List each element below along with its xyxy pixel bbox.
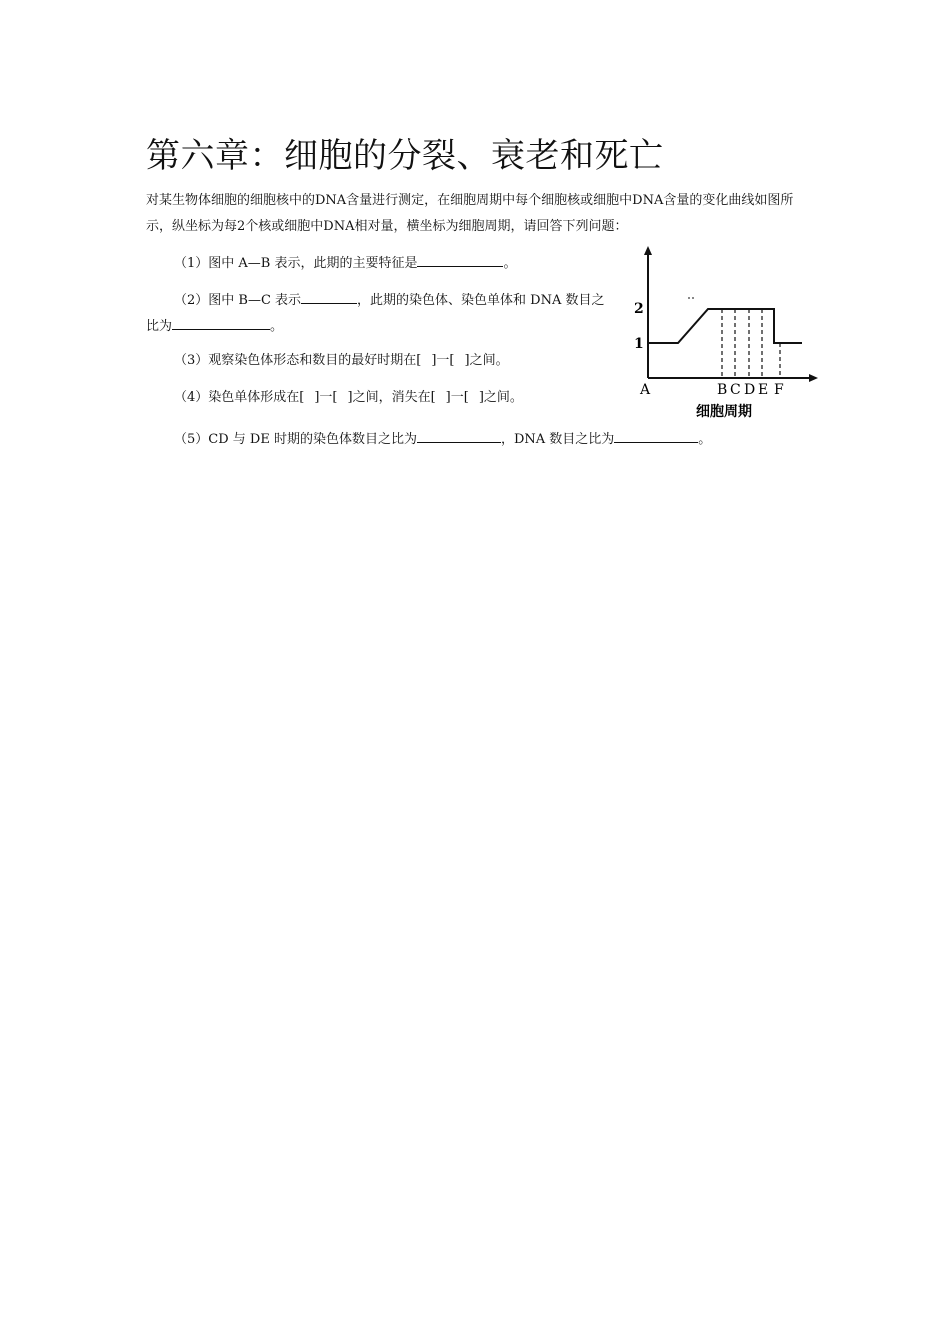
- x-axis-arrow: [809, 374, 818, 382]
- question-3-mid: ]一[: [431, 353, 455, 368]
- question-1-suffix: 。: [503, 256, 517, 271]
- question-5-suffix: 。: [698, 432, 712, 447]
- question-2: [174, 289, 605, 311]
- question-4: [174, 388, 523, 408]
- x-tick-label-E: E: [758, 382, 769, 398]
- x-axis-label: 细胞周期: [696, 404, 752, 420]
- question-2-line-2: [146, 315, 283, 337]
- x-tick-labels: [639, 382, 784, 398]
- dna-content-chart-svg: [628, 242, 824, 426]
- dna-content-chart: [628, 242, 824, 426]
- dna-content-series: [648, 309, 802, 343]
- question-4-suffix: ]之间。: [478, 390, 523, 405]
- question-2-line2-text: 比为: [146, 319, 173, 334]
- question-3: [174, 351, 509, 371]
- question-3-suffix: ]之间。: [464, 353, 509, 368]
- answer-blank[interactable]: [172, 315, 270, 330]
- intro-paragraph: 对某生物体细胞的细胞核中的DNA含量进行测定，在细胞周期中每个细胞核或细胞中DNA含量的变化曲线如图所示，纵坐标为每2个核或细胞中DNA相对量，横坐标为细胞周期，请回答下列问题：: [146, 193, 794, 234]
- question-5-text: （5）CD 与 DE 时期的染色体数目之比为: [174, 432, 417, 447]
- y-tick-label: 1: [634, 336, 644, 352]
- question-4-text: （4）染色单体形成在[: [174, 390, 305, 405]
- question-1-text: （1）图中 A—B 表示，此期的主要特征是: [174, 256, 418, 271]
- answer-blank[interactable]: [417, 252, 503, 267]
- x-tick-label-D: D: [744, 382, 756, 398]
- question-2-middle: ，此期的染色体、染色单体和 DNA 数目之: [357, 293, 605, 308]
- question-4-mid-2: ]之间，消失在[: [347, 390, 436, 405]
- question-4-mid-1: ]一[: [314, 390, 338, 405]
- answer-blank[interactable]: [417, 428, 501, 443]
- answer-blank[interactable]: [301, 289, 357, 304]
- question-1: [174, 252, 517, 274]
- x-tick-label-F: F: [774, 382, 784, 398]
- page-title: 第六章：细胞的分裂、衰老和死亡: [146, 136, 664, 176]
- question-5-middle: ，DNA 数目之比为: [500, 432, 615, 447]
- x-tick-label-C: C: [730, 382, 741, 398]
- x-tick-label-B: B: [717, 382, 728, 398]
- x-tick-label-A: A: [640, 382, 651, 398]
- question-2-suffix: 。: [270, 319, 284, 334]
- dashed-guides: [722, 309, 780, 378]
- y-axis-arrow: [644, 246, 652, 255]
- answer-blank[interactable]: [614, 428, 698, 443]
- question-3-text: （3）观察染色体形态和数目的最好时期在[: [174, 353, 422, 368]
- question-4-mid-3: ]一[: [445, 390, 469, 405]
- question-2-text: （2）图中 B—C 表示: [174, 293, 302, 308]
- question-5: [174, 428, 711, 450]
- y-tick-label: 2: [634, 301, 644, 317]
